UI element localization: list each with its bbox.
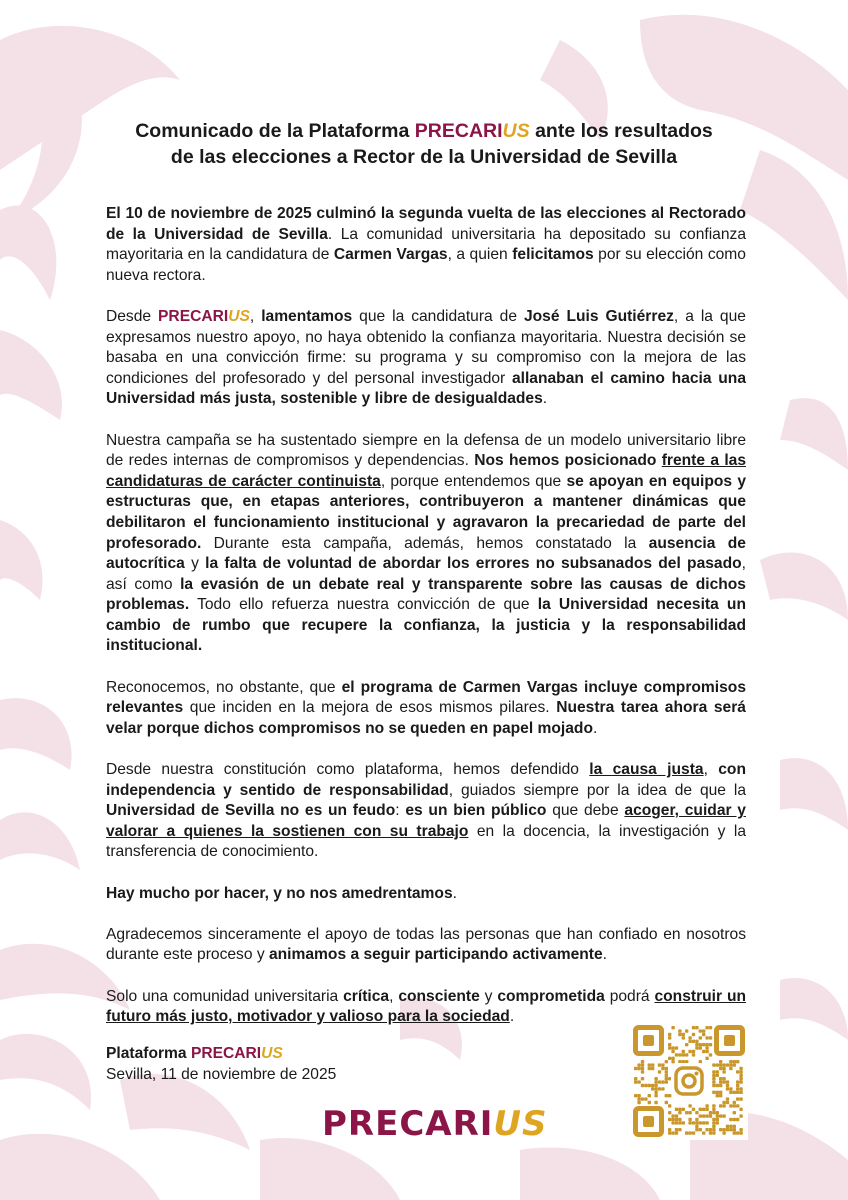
instagram-icon [671, 1063, 707, 1099]
brand-name-pre: PRECARI [190, 1045, 262, 1062]
paragraph-8: Solo una comunidad universitaria crítica, consciente y comprometida podrá construir un futuro más justo, motivador y valioso para la sociedad. [106, 987, 746, 1026]
document-title [100, 118, 748, 170]
paragraph-5: Desde nuestra constitución como plataforma, hemos defendido la causa justa, con independencia y sentido de responsabilidad, guiados siempre por la idea de que la Universidad de Sevilla no es un feudo: es un bien público que debe acoger, cuidar y valorar a quienes la sostienen con su trabajo en la docencia, la investigación y la transferencia de conocimiento. [106, 761, 747, 861]
title-text: de las elecciones a Rector de la Universidad de Sevilla [170, 146, 678, 168]
precarius-logo: PRECARIUS [322, 1104, 548, 1144]
signature-org: Plataforma PRECARIUS [106, 1045, 283, 1062]
paragraph-7: Agradecemos sinceramente el apoyo de todas las personas que han confiado en nosotros durante este proceso y animamos a seguir participando activamente. [106, 925, 746, 964]
brand-name-us: US [261, 1045, 283, 1062]
instagram-qr-code[interactable] [630, 1022, 748, 1140]
paragraph-4: Reconocemos, no obstante, que el programa de Carmen Vargas incluye compromisos relevantes que inciden en la mejora de esos mismos pilares. Nuestra tarea ahora será velar porque dichos compromisos no se queden en papel mojado. [106, 678, 746, 737]
paragraph-2: Desde PRECARIUS, lamentamos que la candidatura de José Luis Gutiérrez, a la que expresamos nuestro apoyo, no haya obtenido la confianza mayoritaria. Nuestra decisión se basaba en una convicción firme: su programa y su compromiso con la mejora de las condiciones del profesorado y del personal investigador allanaban el camino hacia una Universidad más justa, sostenible y libre de desigualdades. [106, 307, 746, 408]
title-text: Comunicado de la Plataforma [135, 120, 410, 142]
signature-place-date: Sevilla, 11 de noviembre de 2025 [106, 1065, 337, 1083]
brand-name-pre: PRECARI [158, 307, 229, 325]
paragraph-1: El 10 de noviembre de 2025 culminó la segunda vuelta de las elecciones al Rectorado de la Universidad de Sevilla. La comunidad universitaria ha depositado su confianza mayoritaria en la candidatura de Carmen Vargas, a quien felicitamos por su elección como nueva rectora. [106, 205, 746, 284]
paragraph-6: Hay mucho por hacer, y no nos amedrentamos. [106, 884, 457, 902]
document-body [106, 204, 746, 1048]
title-text: ante los resultados [535, 120, 713, 142]
brand-name-us: US [228, 307, 250, 325]
brand-name-pre: PRECARI [414, 120, 503, 142]
paragraph-3: Nuestra campaña se ha sustentado siempre en la defensa de un modelo universitario libre de redes internas de compromisos y dependencias. Nos hemos posicionado frente a las candidaturas de carácter continuista, porque entendemos que se apoyan en equipos y estructuras que, en etapas anteriores, contribuyeron a mantener dinámicas que debilitaron el funcionamiento institucional y agravaron la precariedad de parte del profesorado. Durante esta campaña, además, hemos constatado la ausencia de autocrítica y la falta de voluntad de abordar los errores no subsanados del pasado, así como la evasión de un debate real y transparente sobre las causas de dichos problemas. Todo ello refuerza nuestra convicción de que la Universidad necesita un cambio de rumbo que recupere la confianza, la justicia y la responsabilidad institucional. [106, 431, 746, 655]
brand-name-us: US [502, 120, 530, 142]
signature-block [106, 1044, 336, 1085]
